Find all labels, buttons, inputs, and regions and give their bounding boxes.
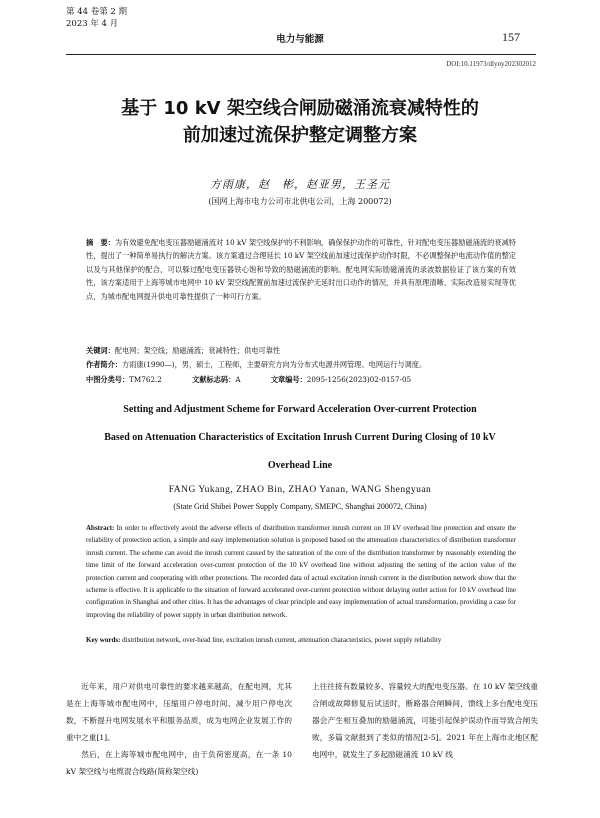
abstract-zh	[86, 236, 516, 303]
journal-name: 电力与能源	[276, 34, 324, 45]
keywords-en-label: Key words:	[86, 636, 121, 644]
clc-label: 中图分类号：	[86, 375, 130, 384]
body-paragraph: 上往往接有数量较多、容量较大的配电变压器。在 10 kV 架空线重合闸或故障修复后试送时，断路器合闸瞬间，馈线上多台配电变压器会产生相互叠加的励磁涌流，可能引起保护误动作而导致合闸失败，多篇文献报到了类似的情况[2-5]。2021 年在上海市北地区配电网中，就发生了多起励磁涌流 10 kV 线	[312, 682, 538, 759]
title-zh-line1: 基于 10 kV 架空线合闸励磁涌流衰减特性的	[121, 98, 479, 119]
authors-zh: 方雨康，赵 彬，赵亚男，王圣元	[210, 178, 390, 191]
doc-code-value: A	[235, 375, 241, 384]
abstract-en-text: In order to effectively avoid the adverse effects of distribution transformer inrush current on 10 kV overhead line protection and ensure the reliability of protection action, a simple and easy implementation solution is proposed based on the attenuation characteristics of distribution transformer inrush current. The scheme can avoid the inrush current caused by the saturation of the core of the distribution transformer by reasonably extending the time limit of the forward acceleration over-current protection of the 10 kV overhead line without adjusting the setting of the action value of the protection current and cooperating with other protections. The recorded data of actual excitation inrush current in the distribution network show that the scheme is effective. It is applicable to the situation of forward accelerated over-current protection without delaying outlet action for 10 kV overhead line configuration in Shanghai and other cities. It has the advantages of clear principle and easy implementation of actual transformation, providing a case for improving the reliability of power supply in urban distribution network.	[86, 524, 516, 619]
authors-en: FANG Yukang, ZHAO Bin, ZHAO Yanan, WANG Shengyuan	[168, 485, 432, 495]
body-column-left	[66, 678, 292, 780]
author-info-zh	[86, 358, 516, 371]
author-info-zh-label: 作者简介：	[86, 360, 122, 369]
clc-value: TM762.2	[129, 375, 162, 384]
title-en-line1: Setting and Adjustment Scheme for Forward Acceleration Over-current Protection	[123, 404, 477, 415]
title-en-line2: Based on Attenuation Characteristics of Excitation Inrush Current During Closing of 10 kV	[104, 432, 496, 443]
body-column-right	[312, 678, 538, 763]
abstract-zh-label: 摘 要：	[86, 238, 115, 247]
journal-issue-info	[66, 6, 127, 30]
page-number: 157	[502, 30, 520, 44]
abstract-en	[86, 522, 516, 621]
author-info-zh-text: 方雨康(1990—)，男，硕士，工程师，主要研究方向为分布式电源并网管理、电网运行与调度。	[121, 360, 427, 369]
header-divider	[66, 54, 536, 55]
volume-issue: 第 44 卷第 2 期	[66, 7, 128, 17]
abstract-en-label: Abstract:	[86, 524, 115, 532]
classification-zh	[86, 373, 516, 386]
keywords-en-text: distribution network, over-head line, excitation inrush current, attenuation characteristics, power supply reliability	[122, 636, 442, 644]
keywords-zh-text: 配电网；架空线；励磁涌流；衰减特性；供电可靠性	[114, 346, 281, 355]
keywords-en	[86, 634, 516, 646]
affiliation-en: (State Grid Shibei Power Supply Company, SMEPC, Shanghai 200072, China)	[173, 502, 427, 511]
article-number-value: 2095-1256(2023)02-0157-05	[306, 375, 412, 384]
title-en-line3: Overhead Line	[267, 460, 333, 471]
issue-date: 2023 年 4 月	[66, 19, 119, 29]
body-paragraph: 然后，在上海等城市配电网中，由于负荷密度高，在一条 10 kV 架空线与电缆混合线路(简称架空线)	[66, 750, 292, 776]
doc-code-label: 文献标志码：	[192, 375, 236, 384]
doi: DOI:10.11973/dlyny202302012	[446, 60, 536, 68]
title-zh-line2: 前加速过流保护整定调整方案	[183, 125, 417, 146]
article-number-label: 文章编号：	[270, 375, 307, 384]
body-paragraph: 近年来，用户对供电可靠性的要求越来越高，在配电网，尤其是在上海等城市配电网中，压缩用户停电时间、减少用户停电次数，不断提升电网发展水平和服务品质，成为电网企业发展工作的重中之重[1]。	[66, 682, 292, 742]
keywords-zh-label: 关键词：	[86, 346, 115, 355]
abstract-zh-text: 为有效避免配电变压器励磁涌流对 10 kV 架空线保护的不利影响，确保保护动作的可靠性，针对配电变压器励磁涌流的衰减特性，提出了一种简单易执行的解决方案。该方案通过合理延长 10 kV 架空线前加速过流保护动作时限，不必调整保护电流动作值的整定以及与其他保护的配合，可以躲过配电变压器铁心饱和导致的励磁涌流的影响。配电网实际励磁涌流的录波数据验证了该方案的有效性，该方案适用于上海等城市电网中 10 kV 架空线配置前加速过流保护无延时出口动作的情况，并具有原理清晰、实际改造易实现等优点，为城市配电网提升供电可靠性提供了一种可行方案。	[86, 238, 516, 301]
affiliation-zh: (国网上海市电力公司市北供电公司，上海 200072)	[208, 197, 392, 206]
keywords-zh	[86, 344, 516, 357]
